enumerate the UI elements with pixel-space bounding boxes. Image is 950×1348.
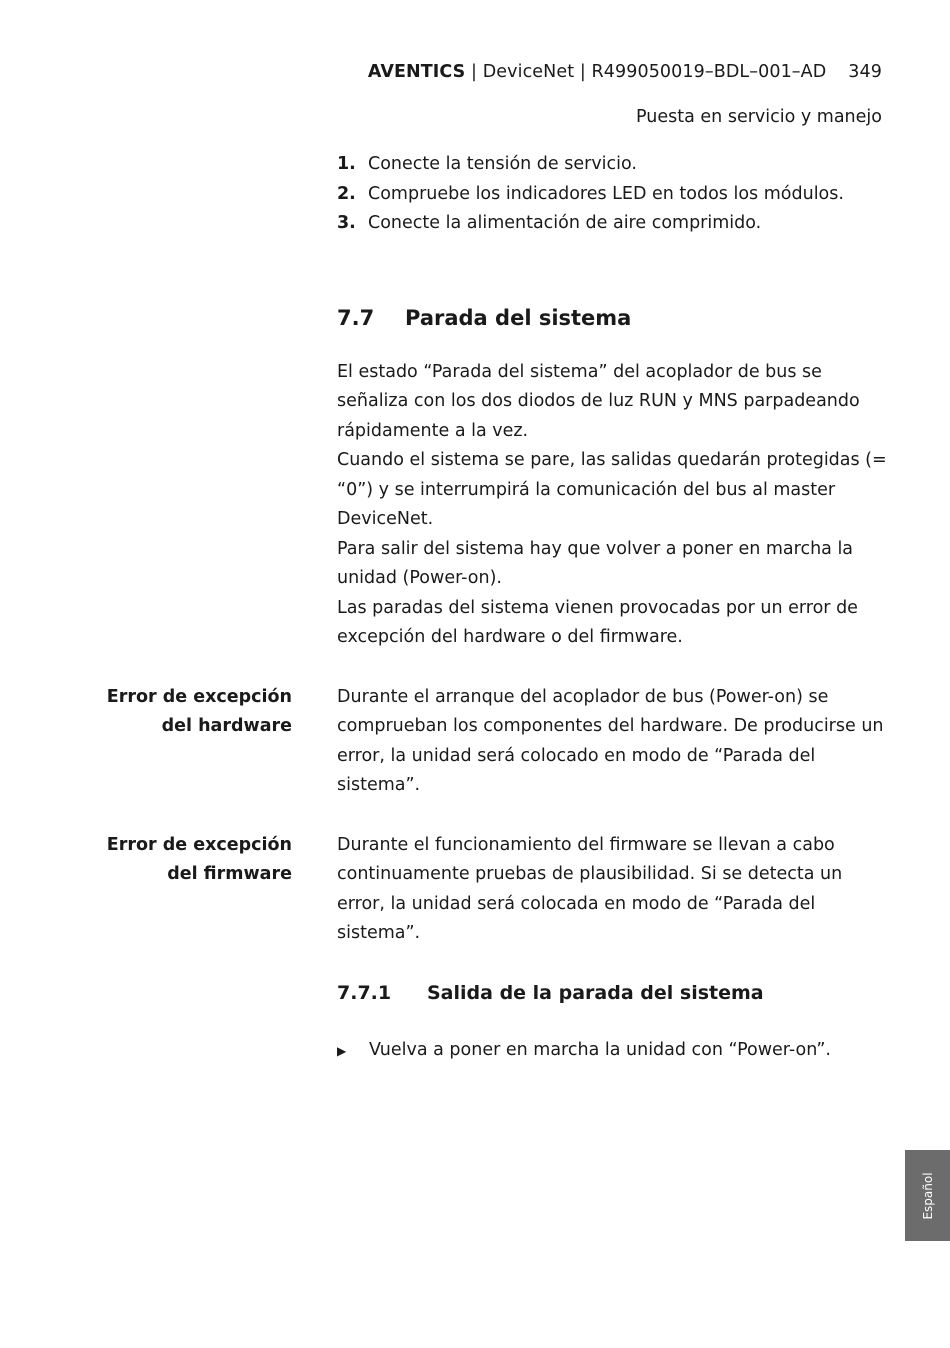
hardware-error-entry — [106, 683, 887, 801]
subsection-number: 7.7.1 — [337, 981, 392, 1004]
main-content — [106, 150, 887, 1066]
step-text: Conecte la tensión de servicio. — [368, 154, 637, 174]
brand-name: AVENTICS — [367, 62, 466, 82]
page-number: 349 — [848, 62, 882, 82]
paragraph: Cuando el sistema se pare, las salidas quedarán protegidas (= “0”) y se interrumpirá la comunicación del bus al master DeviceNet. — [337, 450, 887, 529]
action-step — [337, 1036, 887, 1067]
running-header — [368, 62, 882, 82]
action-text: Vuelva a poner en marcha la unidad con “Power-on”. — [369, 1039, 831, 1060]
subsection-title: Salida de la parada del sistema — [427, 981, 764, 1004]
paragraph: Para salir del sistema hay que volver a poner en marcha la unidad (Power-on). — [337, 538, 854, 588]
step-text: Compruebe los indicadores LED en todos los módulos. — [368, 183, 844, 204]
language-tab — [905, 1150, 950, 1241]
step-number: 1. — [337, 154, 356, 174]
margin-label: Error de excepción del firmware — [106, 834, 292, 884]
language-label: Español — [920, 1171, 935, 1220]
paragraph: Las paradas del sistema vienen provocadas por un error de excepción del hardware o del firmware. — [337, 597, 858, 647]
section-intro — [337, 358, 887, 653]
step-item — [337, 150, 887, 180]
subsection-heading — [337, 979, 887, 1008]
step-item — [337, 180, 887, 210]
section-title: Parada del sistema — [405, 305, 632, 330]
step-text: Conecte la alimentación de aire comprimido. — [368, 213, 762, 233]
play-arrow-icon: ▶ — [337, 1043, 347, 1058]
section-number: 7.7 — [337, 305, 375, 330]
step-item — [337, 209, 887, 239]
chapter-title: Puesta en servicio y manejo — [636, 107, 882, 127]
step-number: 3. — [337, 213, 356, 233]
step-list — [337, 150, 887, 239]
margin-label: Error de excepción del hardware — [106, 686, 292, 736]
section-heading — [337, 304, 887, 332]
paragraph: El estado “Parada del sistema” del acoplador de bus se señaliza con los dos diodos de luz RUN y MNS parpadeando rápidamente a la vez. — [337, 361, 860, 441]
entry-text: Durante el arranque del acoplador de bus (Power-on) se comprueban los componentes del hardware. De producirse un error, la unidad será colocado en modo de “Parada del sistema”. — [337, 686, 884, 795]
document-info: | DeviceNet | R499050019–BDL–001–AD — [465, 62, 827, 82]
firmware-error-entry — [106, 831, 887, 949]
entry-text: Durante el funcionamiento del firmware se llevan a cabo continuamente pruebas de plausibilidad. Si se detecta un error, la unidad será colocada en modo de “Parada del sistema”. — [337, 834, 843, 943]
step-number: 2. — [337, 183, 356, 204]
